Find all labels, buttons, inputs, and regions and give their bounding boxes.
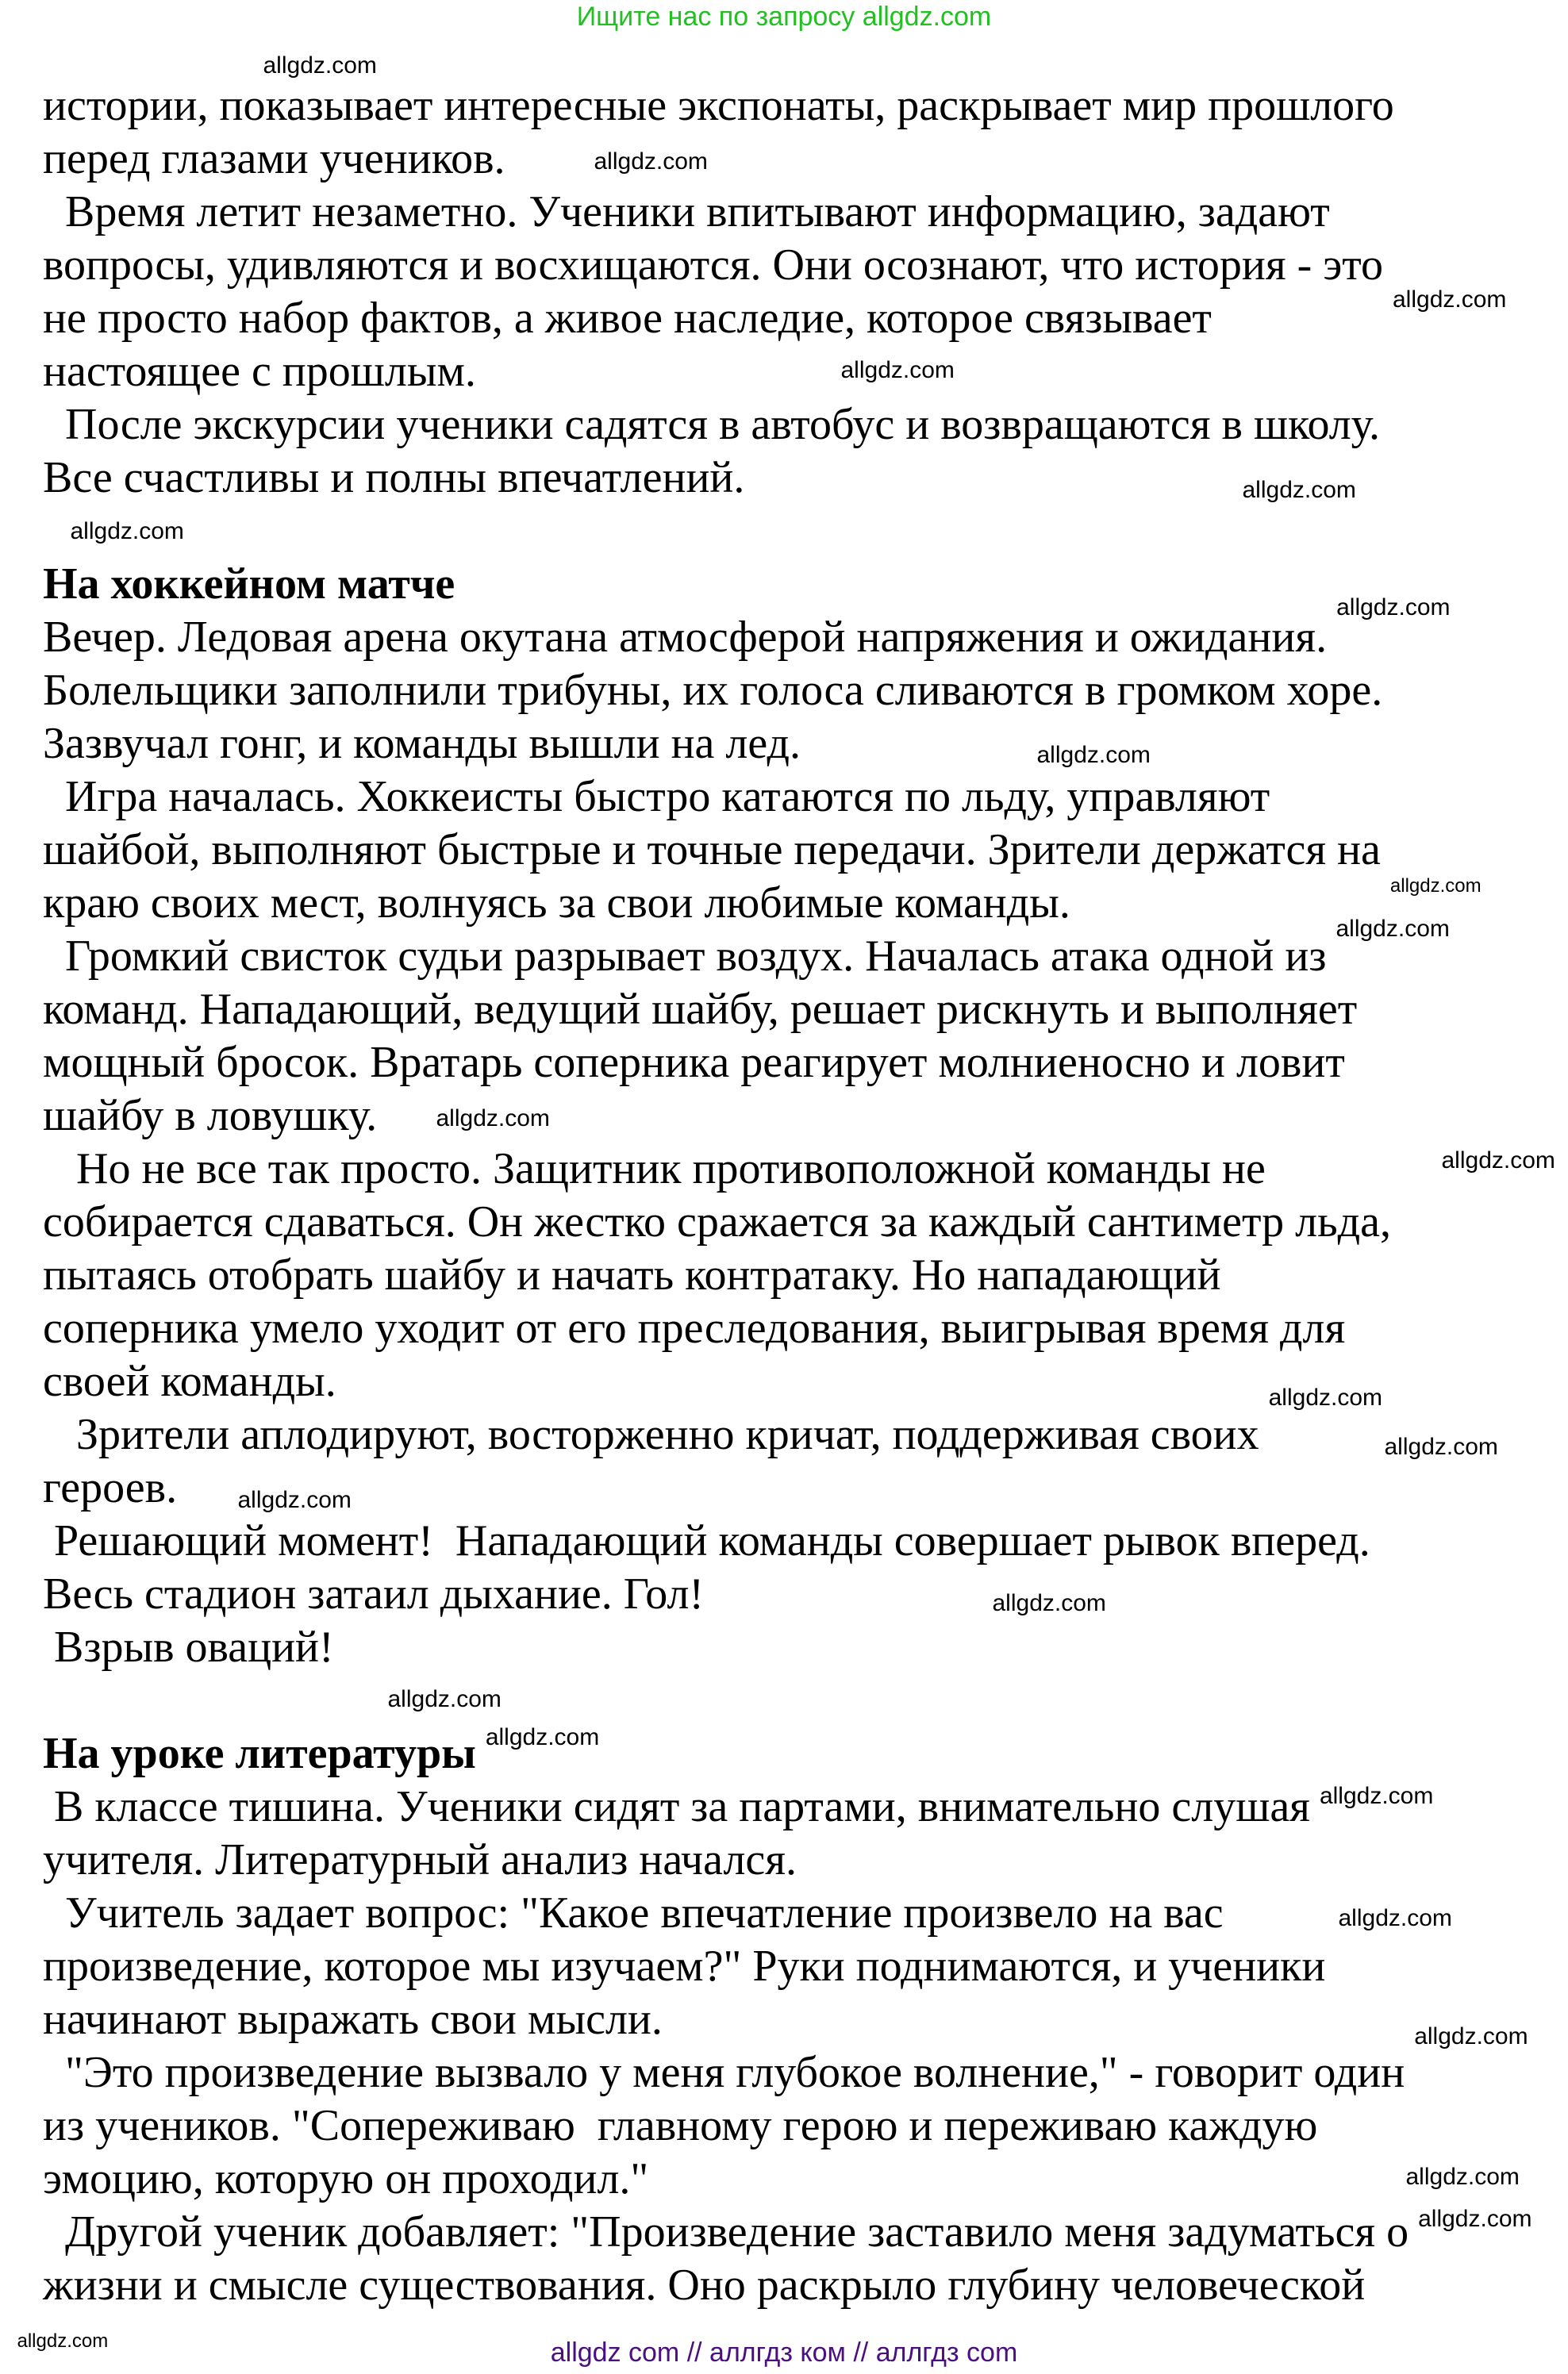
text-line: Все счастливы и полны впечатлений. xyxy=(43,453,745,502)
watermark: allgdz.com xyxy=(1338,1905,1452,1931)
text-line: Болельщики заполнили трибуны, их голоса сливаются в громком хоре. xyxy=(43,666,1383,715)
watermark: allgdz.com xyxy=(485,1724,600,1750)
text-line: собирается сдаваться. Он жестко сражается за каждый сантиметр льда, xyxy=(43,1197,1391,1247)
text-line: Другой ученик добавляет: "Произведение заставило меня задуматься о xyxy=(43,2207,1409,2257)
text-line: вопросы, удивляются и восхищаются. Они осознают, что история - это xyxy=(43,240,1383,290)
watermark: allgdz.com xyxy=(70,518,184,544)
text-line: пытаясь отобрать шайбу и начать контратаку. Но нападающий xyxy=(43,1250,1221,1300)
watermark: allgdz.com xyxy=(1242,477,1356,503)
watermark: allgdz.com xyxy=(1384,1434,1498,1460)
text-line: произведение, которое мы изучаем?" Руки поднимаются, и ученики xyxy=(43,1942,1326,1991)
text-line: из учеников. "Сопереживаю главному герою и переживаю каждую xyxy=(43,2101,1318,2150)
text-line: своей команды. xyxy=(43,1357,336,1406)
watermark: allgdz.com xyxy=(1441,1147,1555,1174)
text-line: жизни и смысле существования. Оно раскрыло глубину человеческой xyxy=(43,2261,1366,2310)
text-line: шайбу в ловушку. xyxy=(43,1091,378,1140)
watermark: allgdz.com xyxy=(1393,286,1507,313)
watermark: allgdz.com xyxy=(1036,742,1151,768)
watermark: allgdz.com xyxy=(263,52,377,79)
watermark: allgdz.com xyxy=(1414,2023,1528,2049)
watermark: allgdz.com xyxy=(992,1590,1106,1616)
watermark: allgdz.com xyxy=(1418,2206,1532,2232)
watermark: allgdz.com xyxy=(1405,2164,1520,2190)
footer-banner: allgdz com // аллгдз ком // аллгдз com xyxy=(550,2338,1018,2368)
watermark: allgdz.com xyxy=(17,2330,109,2352)
watermark: allgdz.com xyxy=(436,1105,550,1131)
text-line: Зрители аплодируют, восторженно кричат, поддерживая своих xyxy=(43,1410,1259,1459)
watermark: allgdz.com xyxy=(1335,916,1450,942)
text-line: эмоцию, которую он проходил." xyxy=(43,2154,649,2203)
watermark: allgdz.com xyxy=(1319,1783,1434,1809)
watermark: allgdz.com xyxy=(1336,594,1451,620)
text-line: истории, показывает интересные экспонаты, раскрывает мир прошлого xyxy=(43,81,1394,130)
text-line: Вечер. Ледовая арена окутана атмосферой напряжения и ожидания. xyxy=(43,613,1328,662)
text-line: Решающий момент! Нападающий команды совершает рывок вперед. xyxy=(43,1516,1370,1565)
watermark: allgdz.com xyxy=(237,1487,352,1513)
text-line: "Это произведение вызвало у меня глубокое волнение," - говорит один xyxy=(43,2048,1405,2097)
text-line: Весь стадион затаил дыхание. Гол! xyxy=(43,1569,705,1619)
text-line: После экскурсии ученики садятся в автобус и возвращаются в школу. xyxy=(43,400,1381,449)
text-line: героев. xyxy=(43,1463,178,1512)
document-body xyxy=(43,79,1409,2312)
text-line: не просто набор фактов, а живое наследие, которое связывает xyxy=(43,294,1212,343)
text-line: настоящее с прошлым. xyxy=(43,347,476,396)
text-line: учителя. Литературный анализ начался. xyxy=(43,1835,797,1884)
text-line: Но не все так просто. Защитник противоположной команды не xyxy=(43,1144,1266,1193)
text-line: Учитель задает вопрос: "Какое впечатление произвело на вас xyxy=(43,1888,1224,1938)
text-line: В классе тишина. Ученики сидят за партами, внимательно слушая xyxy=(43,1782,1310,1831)
watermark: allgdz.com xyxy=(594,148,708,175)
text-line: Громкий свисток судьи разрывает воздух. Началась атака одной из xyxy=(43,932,1327,981)
header-banner: Ищите нас по запросу allgdz.com xyxy=(576,2,992,32)
section-heading: На уроке литературы xyxy=(43,1729,476,1778)
text-line: начинают выражать свои мысли. xyxy=(43,1995,663,2044)
watermark: allgdz.com xyxy=(387,1686,502,1712)
text-line: Зазвучал гонг, и команды вышли на лед. xyxy=(43,719,801,768)
text-line: Взрыв оваций! xyxy=(43,1623,334,1672)
text-line: мощный бросок. Вратарь соперника реагирует молниеносно и ловит xyxy=(43,1038,1345,1087)
text-line: соперника умело уходит от его преследования, выигрывая время для xyxy=(43,1304,1346,1353)
watermark: allgdz.com xyxy=(840,357,955,383)
text-line: команд. Нападающий, ведущий шайбу, решает рискнуть и выполняет xyxy=(43,985,1358,1034)
text-line: шайбой, выполняют быстрые и точные передачи. Зрители держатся на xyxy=(43,825,1381,874)
text-line: краю своих мест, волнуясь за свои любимые команды. xyxy=(43,878,1070,928)
section-heading: На хоккейном матче xyxy=(43,559,455,609)
text-line: перед глазами учеников. xyxy=(43,134,505,183)
watermark: allgdz.com xyxy=(1268,1385,1383,1411)
text-line: Игра началась. Хоккеисты быстро катаются по льду, управляют xyxy=(43,772,1270,821)
watermark: allgdz.com xyxy=(1389,875,1482,897)
text-line: Время летит незаметно. Ученики впитывают информацию, задают xyxy=(43,187,1330,236)
